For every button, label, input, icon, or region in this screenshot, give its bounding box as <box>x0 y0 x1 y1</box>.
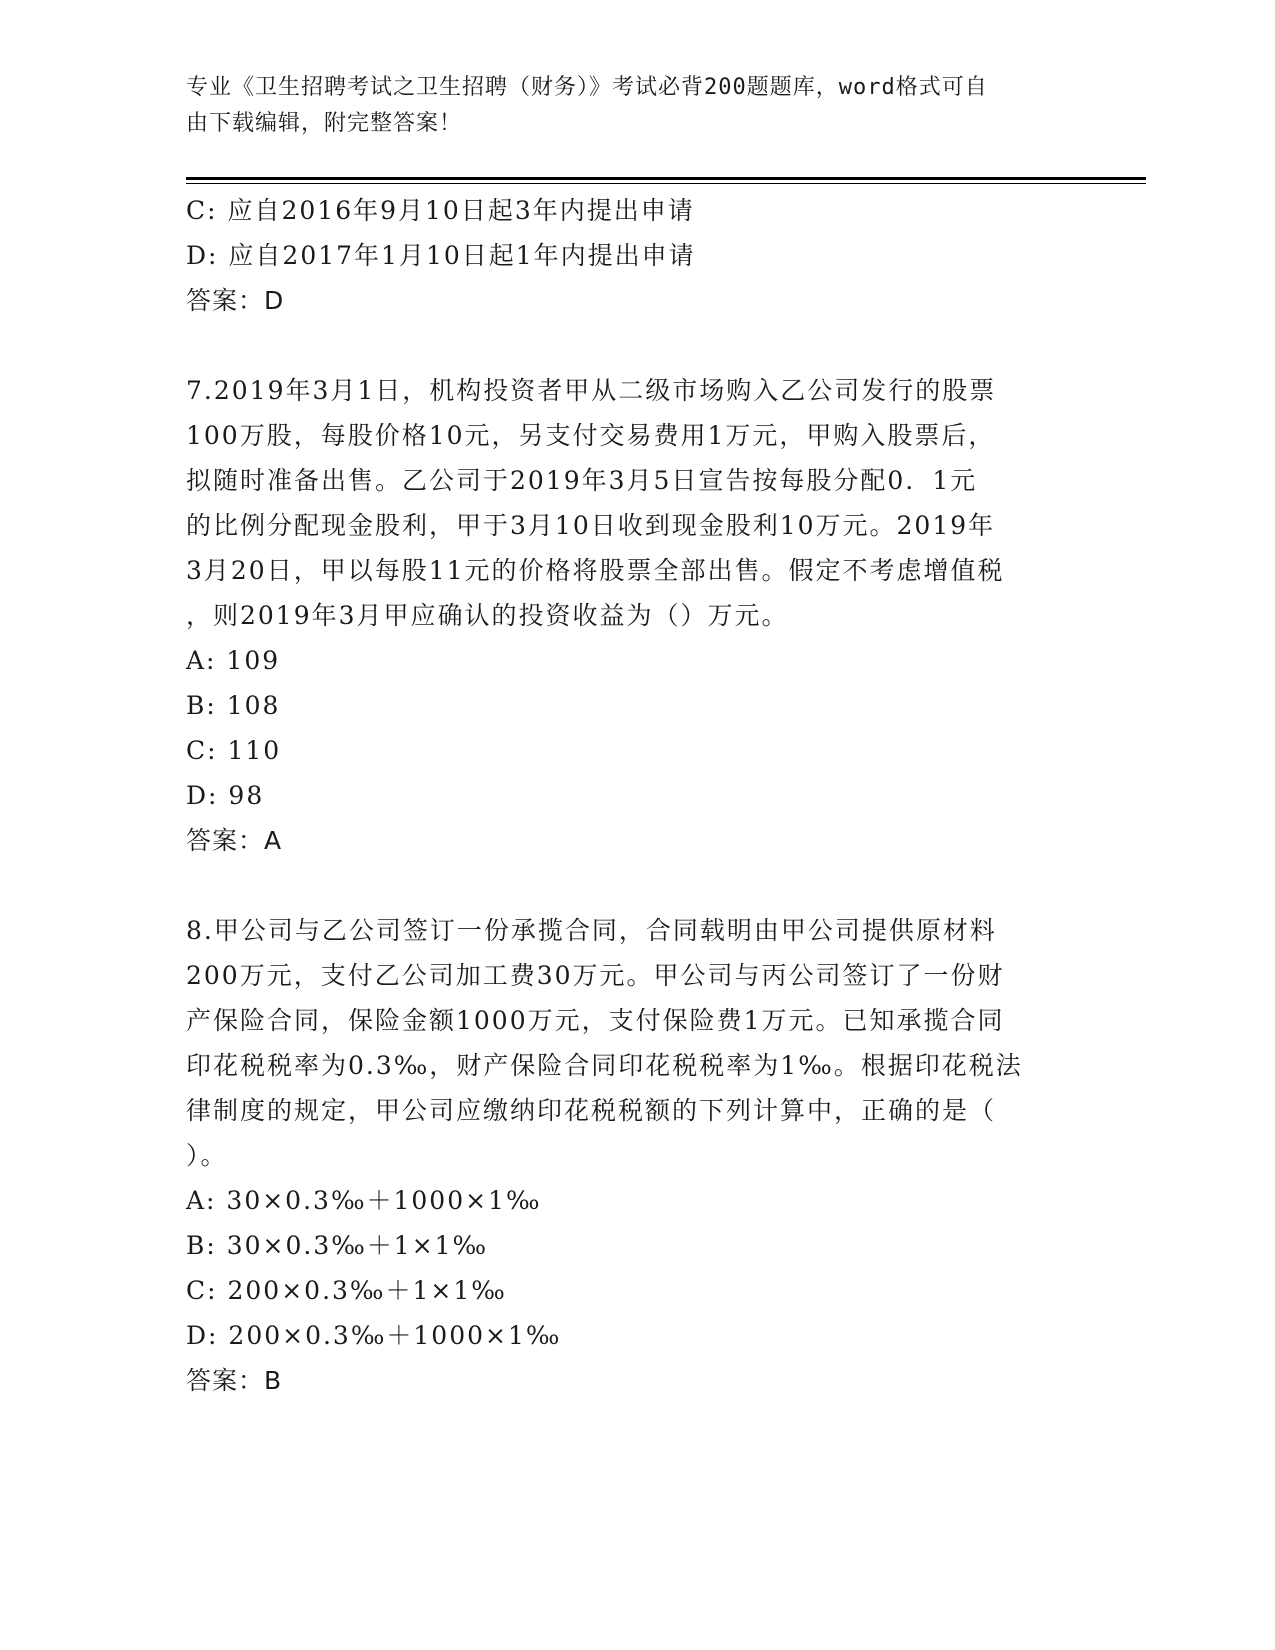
prev-question <box>186 188 1086 323</box>
option-d: D: 98 <box>186 781 265 810</box>
question-text-line: ，则2019年3月甲应确认的投资收益为（）万元。 <box>186 601 789 630</box>
option-b: B: 30×0.3‰＋1×1‰ <box>186 1231 489 1260</box>
question-text-line: 印花税税率为0.3‰，财产保险合同印花税税率为1‰。根据印花税法 <box>186 1051 1023 1080</box>
question-text-line: 8.甲公司与乙公司签订一份承揽合同，合同载明由甲公司提供原材料 <box>186 916 997 945</box>
option-a: A: 109 <box>186 646 281 675</box>
question-text-line: 200万元，支付乙公司加工费30万元。甲公司与丙公司签订了一份财 <box>186 961 1005 990</box>
question-text-line: 100万股，每股价格10元，另支付交易费用1万元，甲购入股票后， <box>186 421 996 450</box>
question-text-line: 产保险合同，保险金额1000万元，支付保险费1万元。已知承揽合同 <box>186 1006 1005 1035</box>
question-7 <box>186 368 1086 863</box>
question-text-line: ）。 <box>186 1141 228 1170</box>
question-8 <box>186 908 1086 1403</box>
question-text-line: 7.2019年3月1日，机构投资者甲从二级市场购入乙公司发行的股票 <box>186 376 997 405</box>
header-rule-thin <box>186 183 1146 184</box>
answer: 答案：B <box>186 1366 283 1395</box>
question-text-line: 3月20日，甲以每股11元的价格将股票全部出售。假定不考虑增值税 <box>186 556 1005 585</box>
option-c: C: 110 <box>186 736 282 765</box>
spacer <box>186 863 1086 908</box>
question-text-line: 律制度的规定，甲公司应缴纳印花税税额的下列计算中，正确的是（ <box>186 1096 997 1125</box>
document-header <box>186 70 1066 142</box>
answer: 答案：A <box>186 826 283 855</box>
header-rule-thick <box>186 177 1146 180</box>
option-a: A: 30×0.3‰＋1000×1‰ <box>186 1186 542 1215</box>
answer: 答案：D <box>186 286 285 315</box>
option-c: C: 200×0.3‰＋1×1‰ <box>186 1276 507 1305</box>
spacer <box>186 323 1086 368</box>
option-d: D: 200×0.3‰＋1000×1‰ <box>186 1321 562 1350</box>
option-c: C: 应自2016年9月10日起3年内提出申请 <box>186 196 695 225</box>
question-text-line: 拟随时准备出售。乙公司于2019年3月5日宣告按每股分配0．1元 <box>186 466 978 495</box>
header-line-2: 由下载编辑，附完整答案！ <box>186 111 463 136</box>
question-text-line: 的比例分配现金股利，甲于3月10日收到现金股利10万元。2019年 <box>186 511 996 540</box>
header-line-1: 专业《卫生招聘考试之卫生招聘（财务）》考试必背200题题库，word格式可自 <box>186 75 988 100</box>
document-body <box>186 188 1086 1403</box>
option-d: D: 应自2017年1月10日起1年内提出申请 <box>186 241 696 270</box>
option-b: B: 108 <box>186 691 281 720</box>
